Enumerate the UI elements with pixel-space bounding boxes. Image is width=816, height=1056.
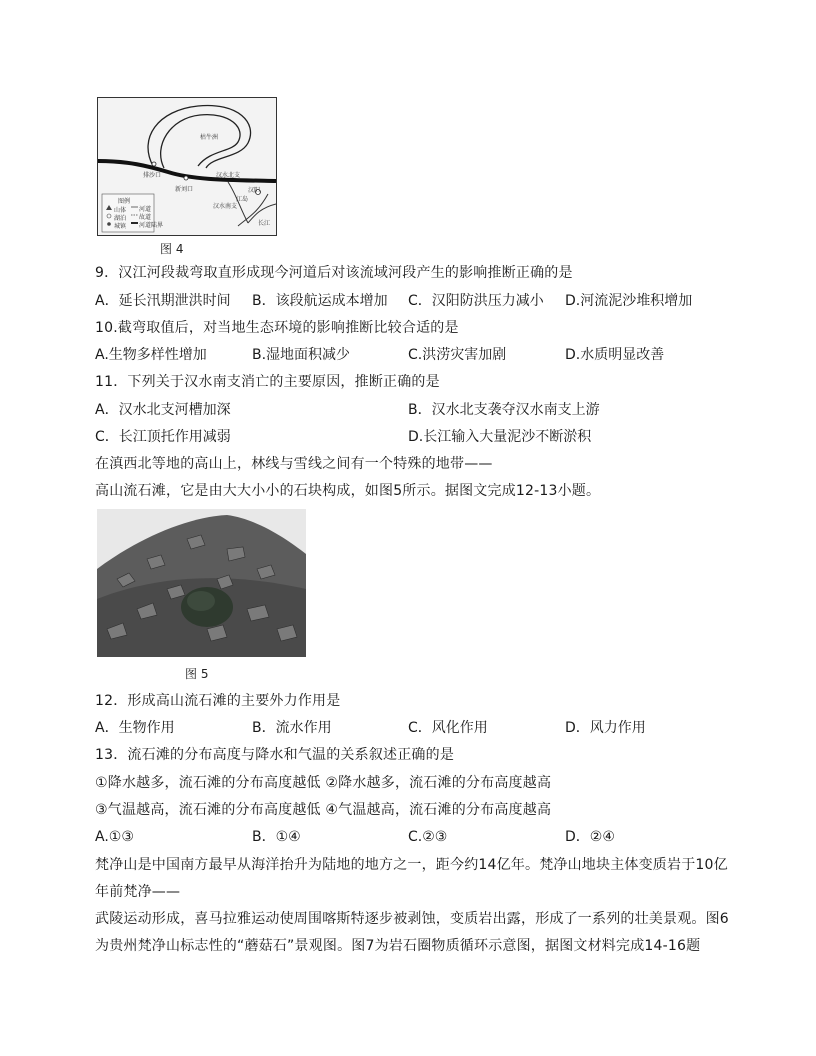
question-10-stem: 10.截弯取值后，对当地生态环境的影响推断比较合适的是 (95, 320, 459, 336)
legend-title: 图例 (118, 198, 131, 205)
intro-12-13-line-2: 高山流石滩，它是由大大小小的石块构成，如图5所示。据图文完成12-13小题。 (95, 483, 601, 499)
figure-4-caption: 图 4 (160, 242, 184, 256)
legend-item: 山体 (114, 207, 127, 214)
intro-12-13-line-1: 在滇西北等地的高山上，林线与雪线之间有一个特殊的地带—— (95, 456, 493, 472)
legend-item: 城镇 (114, 223, 127, 230)
q13-option-d: D．②④ (565, 829, 615, 845)
label-changjiang: 长江 (258, 220, 271, 227)
q12-option-a: A．生物作用 (95, 720, 175, 736)
question-12-stem: 12．形成高山流石滩的主要外力作用是 (95, 693, 341, 709)
q9-option-b: B．该段航运成本增加 (252, 293, 388, 309)
q13-option-a: A.①③ (95, 829, 134, 845)
q10-option-a: A.生物多样性增加 (95, 347, 207, 363)
label-xinkoukou: 新刘口 (175, 186, 194, 193)
legend-item: 湖泊 (114, 215, 127, 222)
label-hanyang: 汉阳 (248, 187, 261, 194)
label-hanshui-north: 汉水北支 (216, 172, 241, 179)
question-13-stem: 13．流石滩的分布高度与降水和气温的关系叙述正确的是 (95, 747, 455, 763)
q9-option-d: D.河流泥沙堆积增加 (565, 293, 693, 309)
intro-14-16-line-4: 为贵州梵净山标志性的“蘑菇石”景观图。图7为岩石圈物质循环示意图，据图文材料完成14-16题 (95, 938, 701, 954)
label-hanshui-south: 汉水南支 (213, 203, 238, 210)
legend-item: 河道陆界 (139, 222, 164, 229)
q12-option-d: D．风力作用 (565, 720, 646, 736)
scree-field-graphic (97, 509, 306, 657)
legend-item: 河道 (139, 206, 152, 213)
q13-statement-1: ①降水越多，流石滩的分布高度越低 ②降水越多，流石滩的分布高度越高 (95, 775, 552, 791)
q12-option-b: B．流水作用 (252, 720, 332, 736)
question-11-stem: 11．下列关于汉水南支消亡的主要原因，推断正确的是 (95, 374, 440, 390)
q11-option-b: B．汉水北支袭夺汉水南支上游 (408, 402, 600, 418)
label-jiangdao: 江岛 (236, 196, 249, 203)
q13-option-b: B．①④ (252, 829, 301, 845)
q10-option-c: C.洪涝灾害加剧 (408, 347, 507, 363)
figure-5-caption: 图 5 (185, 667, 209, 681)
q13-option-c: C.②③ (408, 829, 448, 845)
label-zhuniuzhou: 枯牛洲 (200, 134, 219, 141)
q11-option-c: C．长江顶托作用减弱 (95, 429, 231, 445)
q9-option-c: C．汉阳防洪压力减小 (408, 293, 544, 309)
q11-option-d: D.长江输入大量泥沙不断淤积 (408, 429, 592, 445)
figure-4-map (97, 97, 277, 236)
label-paishakou: 排沙口 (143, 172, 162, 179)
q10-option-d: D.水质明显改善 (565, 347, 665, 363)
q11-option-a: A．汉水北支河槽加深 (95, 402, 231, 418)
figure-5-photo (97, 509, 306, 657)
q13-statement-2: ③气温越高，流石滩的分布高度越低 ④气温越高，流石滩的分布高度越高 (95, 802, 552, 818)
q12-option-c: C．风化作用 (408, 720, 488, 736)
q9-option-a: A．延长汛期泄洪时间 (95, 293, 231, 309)
intro-14-16-line-3: 武陵运动形成，喜马拉雅运动使周围喀斯特逐步被剥蚀，变质岩出露，形成了一系列的壮美景观。图6 (95, 911, 729, 927)
question-9-stem: 9．汉江河段裁弯取直形成现今河道后对该流域河段产生的影响推断正确的是 (95, 265, 573, 281)
q10-option-b: B.湿地面积减少 (252, 347, 351, 363)
intro-14-16-line-2: 年前梵净—— (95, 884, 181, 900)
intro-14-16-line-1: 梵净山是中国南方最早从海洋抬升为陆地的地方之一，距今约14亿年。梵净山地块主体变质岩于10亿 (95, 857, 728, 873)
legend-item: 故道 (139, 214, 152, 221)
